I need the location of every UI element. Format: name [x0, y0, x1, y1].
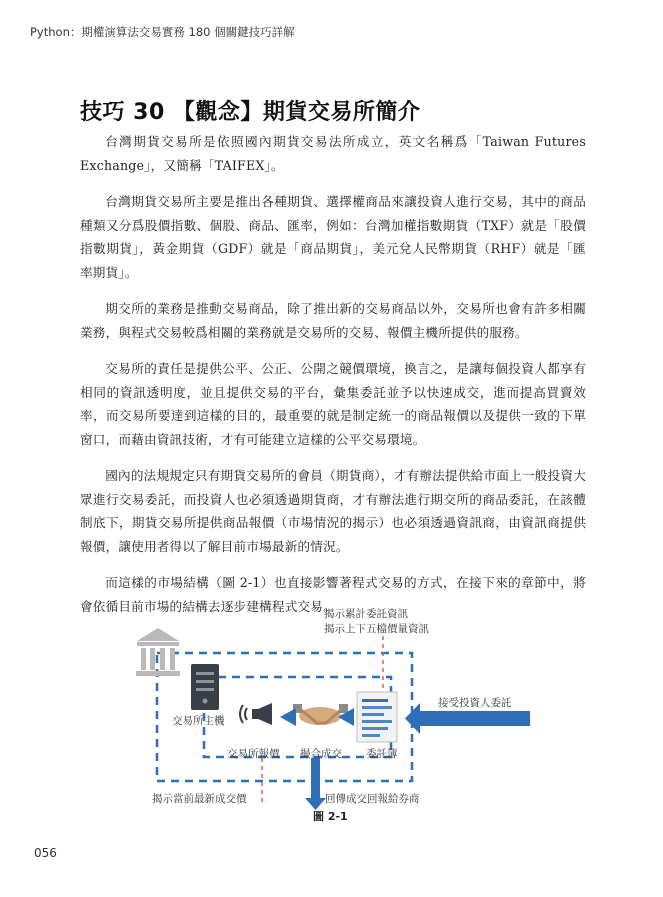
order-book-label: 委託簿: [366, 748, 398, 760]
paragraph: 而這樣的市場結構（圖 2-1）也直接影響著程式交易的方式，在接下來的章節中，將會依循目前市場的結構去逐步建構程式交易。: [80, 575, 586, 614]
paragraph: 台灣期貨交易所主要是推出各種期貨、選擇權商品來讓投資人進行交易，其中的商品種類又分爲股價指數、個股、商品、匯率，例如：台灣加權指數期貨（TXF）就是「股價指數期貨」，黃金期貨（GDF）就是「商品期貨」，美元兌人民幣期貨（RHF）就是「匯率期貨」。: [80, 194, 586, 280]
market-structure-diagram: [120, 598, 550, 833]
paragraph: 國內的法規規定只有期貨交易所的會員（期貨商），才有辦法提供給市面上一般投資大眾進行交易委託，而投資人也必須透過期貨商，才有辦法進行期交所的商品委託，在該體制底下，期貨交易所提供商品報價（市場情況的揭示）也必須透過資訊商，由資訊商提供報價，讓使用者得以了解目前市場最新的情況。: [80, 468, 586, 554]
paragraph: 台灣期貨交易所是依照國內期貨交易法所成立，英文名稱爲「Taiwan Futures Exchange」，又簡稱「TAIFEX」。: [80, 134, 586, 173]
paragraph: 期交所的業務是推動交易商品，除了推出新的交易商品以外，交易所也會有許多相關業務，與程式交易較爲相關的業務就是交易所的交易、報價主機所提供的服務。: [80, 301, 586, 340]
arrow-to-megaphone: [280, 708, 296, 726]
match-label: 撮合成交: [300, 748, 342, 760]
quote-label: 交易所報價: [227, 748, 280, 760]
top-note-line1: 揭示累計委託資訊: [324, 608, 408, 620]
bottom-right-label: 回傳成交回報給券商: [325, 793, 420, 805]
page-number: 056: [34, 846, 57, 860]
top-note-line2: 揭示上下五檔價量資訊: [324, 623, 429, 635]
body-text: [80, 130, 586, 631]
accept-order-label: 接受投資人委託: [438, 697, 512, 709]
running-header: Python：期權演算法交易實務 180 個關鍵技巧詳解: [30, 25, 295, 39]
megaphone-icon: [240, 703, 272, 725]
server-icon: [191, 664, 219, 710]
bottom-left-label: 揭示當前最新成交價: [152, 793, 247, 805]
return-report-arrow: [305, 758, 326, 810]
exchange-host-label: 交易所主機: [172, 715, 225, 727]
paragraph: 交易所的責任是提供公平、公正、公開之競價環境，換言之，是讓每個投資人都享有相同的資訊透明度，並且提供交易的平台，彙集委託並予以快速成交，進而提高買賣效率，而交易所要達到這樣的目的，最重要的就是制定統一的商品報價以及提供一致的下單窗口，而藉由資訊技術，才有可能建立這樣的公平交易環境。: [80, 361, 586, 447]
order-book-icon: [357, 692, 397, 742]
figure-caption: 圖 2-1: [313, 810, 348, 823]
section-title: 技巧 30 【觀念】期貨交易所簡介: [80, 100, 421, 125]
handshake-icon: [293, 704, 348, 725]
